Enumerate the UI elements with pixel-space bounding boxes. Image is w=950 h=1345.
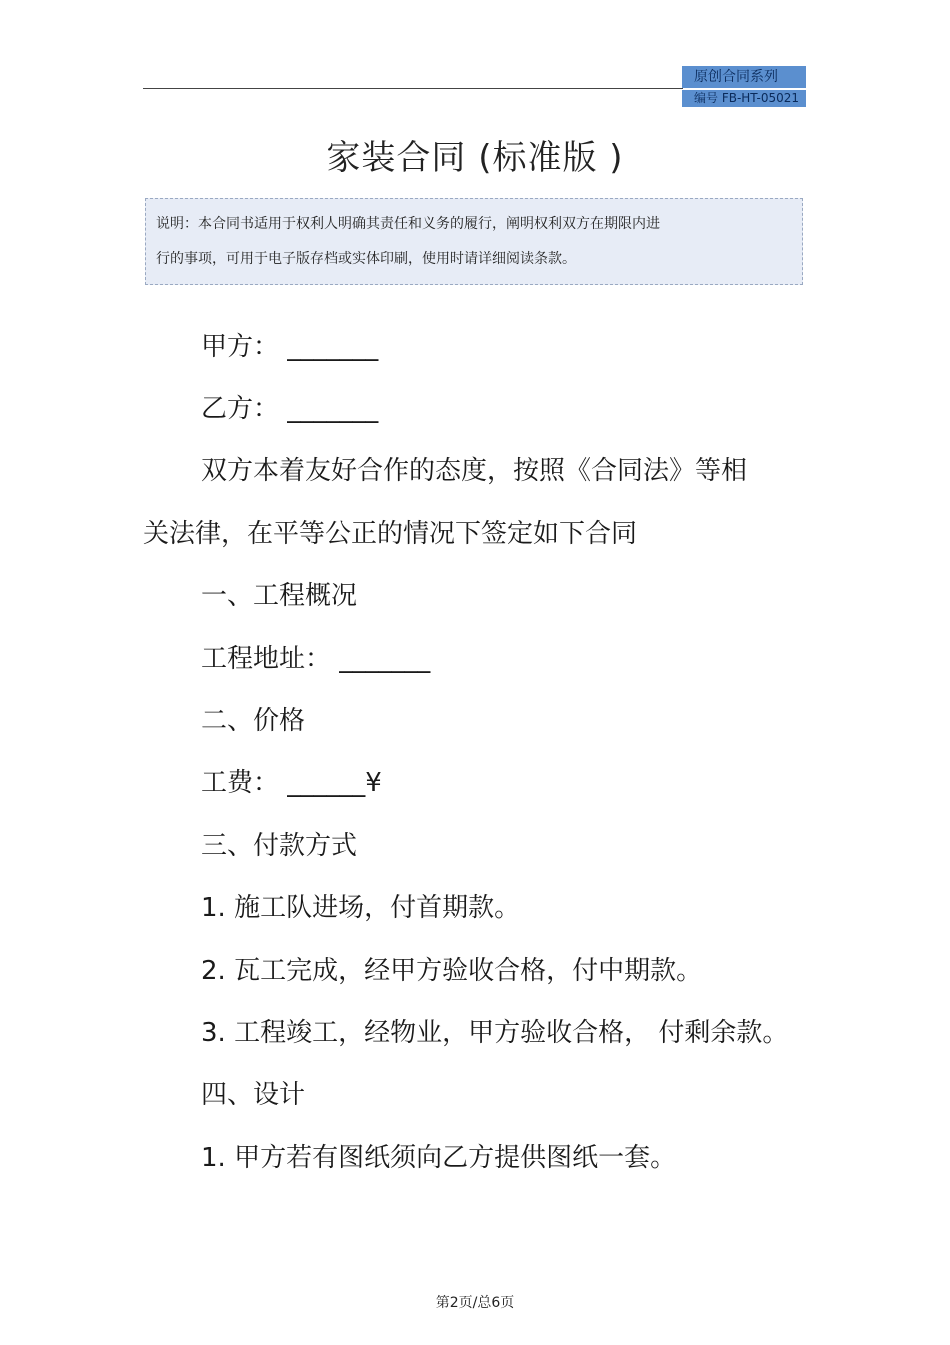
party-a-line: 甲方： _______ bbox=[201, 332, 379, 362]
intro-paragraph-line-1: 双方本着友好合作的态度，按照《合同法》等相 bbox=[201, 456, 748, 486]
payment-item-1: 1. 施工队进场，付首期款。 bbox=[201, 893, 521, 923]
payment-item-2: 2. 瓦工完成，经甲方验收合格，付中期款。 bbox=[201, 956, 703, 986]
series-label: 原创合同系列 bbox=[682, 66, 806, 88]
design-item-1: 1. 甲方若有图纸须向乙方提供图纸一套。 bbox=[201, 1143, 677, 1173]
section-heading-price: 二、价格 bbox=[201, 706, 306, 736]
description-box bbox=[145, 198, 803, 285]
intro-paragraph-line-2: 关法律，在平等公正的情况下签定如下合同 bbox=[143, 519, 638, 549]
description-line-2: 行的事项，可用于电子版存档或实体印刷，使用时请详细阅读条款。 bbox=[156, 251, 576, 267]
project-address-line: 工程地址： _______ bbox=[201, 644, 431, 674]
section-heading-design: 四、设计 bbox=[201, 1080, 306, 1110]
series-badge bbox=[682, 66, 806, 107]
header-rule bbox=[143, 88, 683, 89]
party-b-line: 乙方： _______ bbox=[201, 394, 379, 424]
payment-item-3: 3. 工程竣工，经物业，甲方验收合格， 付剩余款。 bbox=[201, 1018, 789, 1048]
document-title: 家装合同 (标准版 ) bbox=[326, 138, 624, 178]
page-indicator: 第2页/总6页 bbox=[435, 1295, 515, 1311]
section-heading-overview: 一、工程概况 bbox=[201, 581, 358, 611]
document-code: 编号 FB-HT-05021 bbox=[682, 90, 806, 107]
description-line-1: 说明：本合同书适用于权利人明确其责任和义务的履行，阐明权利双方在期限内进 bbox=[156, 216, 660, 232]
labor-fee-line: 工费： ______¥ bbox=[201, 768, 382, 798]
section-heading-payment: 三、付款方式 bbox=[201, 831, 358, 861]
